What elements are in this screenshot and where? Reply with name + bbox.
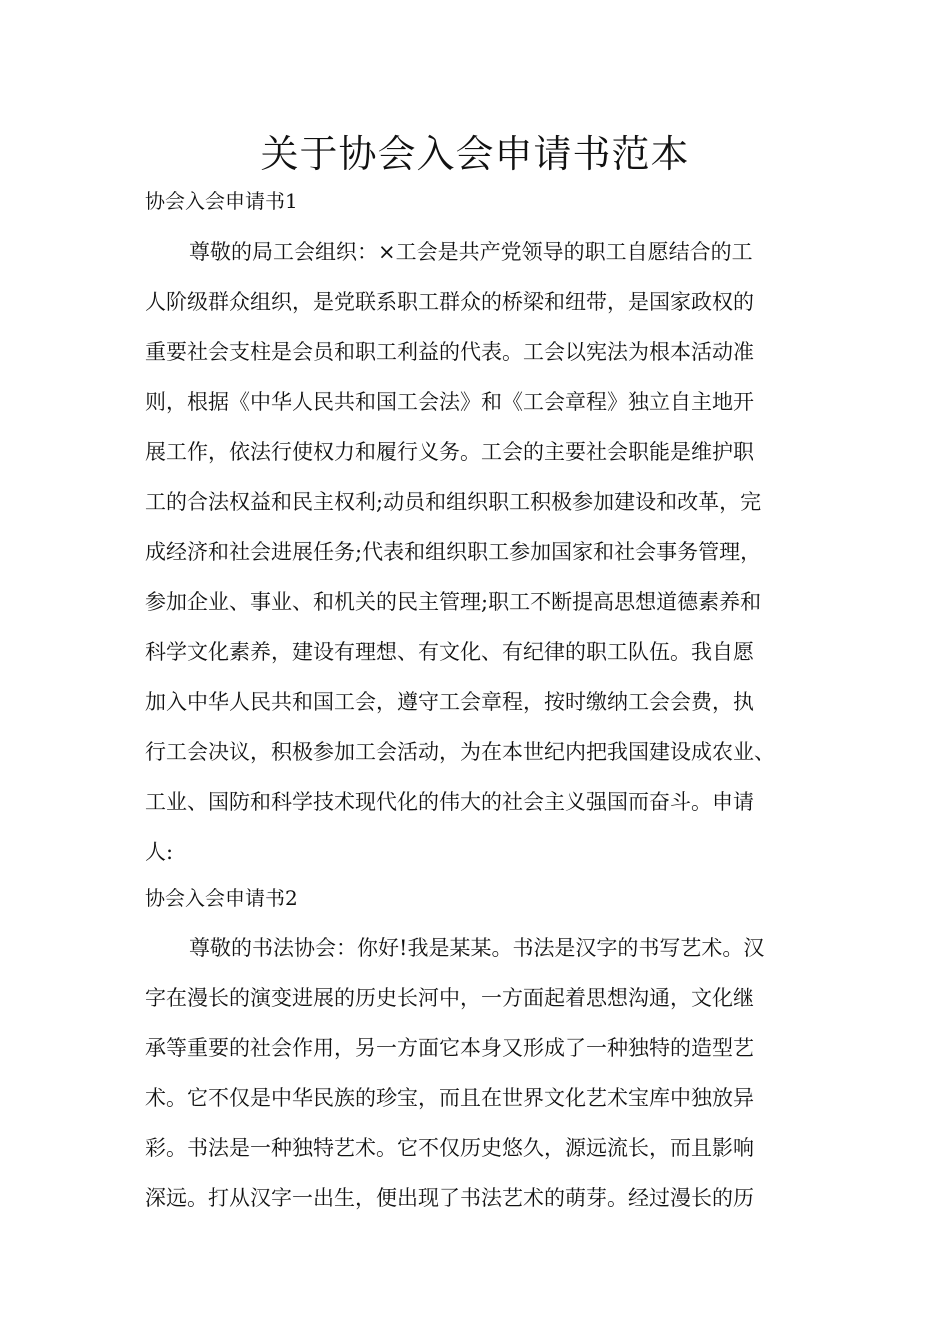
paragraph-line: 尊敬的局工会组织：×工会是共产党领导的职工自愿结合的工 <box>189 240 753 264</box>
section-paragraph <box>145 923 825 1223</box>
paragraph-line: 参加企业、事业、和机关的民主管理;职工不断提高思想道德素养和 <box>145 590 762 614</box>
paragraph-line: 人阶级群众组织，是党联系职工群众的桥梁和纽带，是国家政权的 <box>145 290 754 314</box>
paragraph-line: 工业、国防和科学技术现代化的伟大的社会主义强国而奋斗。申请 <box>145 790 754 814</box>
document-title: 关于协会入会申请书范本 <box>260 132 690 176</box>
paragraph-line: 术。它不仅是中华民族的珍宝，而且在世界文化艺术宝库中独放异 <box>145 1086 754 1110</box>
paragraph-line: 加入中华人民共和国工会，遵守工会章程，按时缴纳工会会费，执 <box>145 690 754 714</box>
section-heading: 协会入会申请书2 <box>145 886 298 910</box>
paragraph-line: 科学文化素养，建设有理想、有文化、有纪律的职工队伍。我自愿 <box>145 640 754 664</box>
paragraph-line: 展工作，依法行使权力和履行义务。工会的主要社会职能是维护职 <box>145 440 754 464</box>
paragraph-line: 工的合法权益和民主权利;动员和组织职工积极参加建设和改革，完 <box>145 490 762 514</box>
paragraph-line: 人: <box>145 840 174 864</box>
paragraph-line: 成经济和社会进展任务;代表和组织职工参加国家和社会事务管理， <box>145 540 762 564</box>
paragraph-line: 承等重要的社会作用，另一方面它本身又形成了一种独特的造型艺 <box>145 1036 754 1060</box>
paragraph-line: 深远。打从汉字一出生，便出现了书法艺术的萌芽。经过漫长的历 <box>145 1186 754 1210</box>
paragraph-line: 重要社会支柱是会员和职工利益的代表。工会以宪法为根本活动准 <box>145 340 754 364</box>
paragraph-line: 尊敬的书法协会：你好!我是某某。书法是汉字的书写艺术。汉 <box>189 936 765 960</box>
section-heading: 协会入会申请书1 <box>145 189 298 213</box>
paragraph-line: 则，根据《中华人民共和国工会法》和《工会章程》独立自主地开 <box>145 390 754 414</box>
section-paragraph <box>145 227 825 877</box>
paragraph-line: 彩。书法是一种独特艺术。它不仅历史悠久，源远流长，而且影响 <box>145 1136 754 1160</box>
paragraph-line: 行工会决议，积极参加工会活动，为在本世纪内把我国建设成农业、 <box>145 740 775 764</box>
paragraph-line: 字在漫长的演变进展的历史长河中，一方面起着思想沟通，文化继 <box>145 986 754 1010</box>
